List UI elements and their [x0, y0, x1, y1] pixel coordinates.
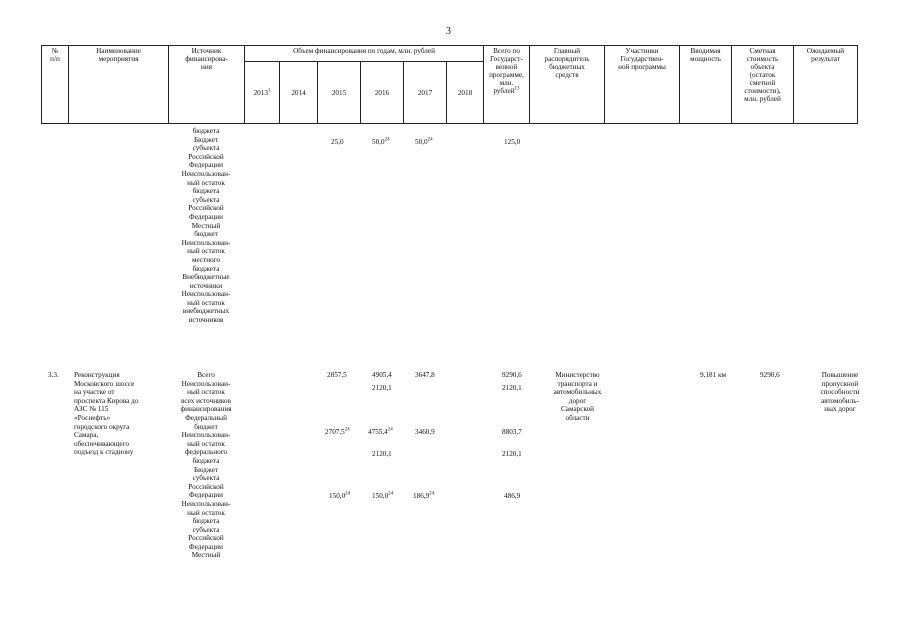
block2-subject-2016: 150,0$^{24}$ [372, 491, 394, 500]
block1-subject-2017: 50,0$^{24}$ [415, 137, 433, 146]
block1-subject-2015: 25,0 [331, 138, 344, 146]
header-volume: Объем финансирования по годам, млн. рублей [245, 46, 484, 62]
block2-result: Повышение пропускной способности автомобиль- ных дорог [820, 371, 860, 414]
table-header [41, 45, 858, 124]
header-cost: Сметная стоимость объекта (остаток сметной стоимости), млн. рублей [732, 46, 794, 124]
block2-capacity: 9,181 км [700, 371, 727, 379]
block2-name: Реконструкция Московского шоссе на участке от проспекта Кирова до АЗС № 115 «Роснефть» городского округа Самара, обеспечивающего подъезд к стадиону [74, 371, 139, 457]
block2-federal-2015: 2707,5$^{24}$ [325, 427, 350, 436]
block1-subject-2016: 50,0$^{24}$ [372, 137, 390, 146]
block2-num: 3.3. [48, 371, 59, 379]
block2-federal-2017: 3460,9 [415, 428, 435, 436]
block2-unused-federal-total: 2120,1 [502, 450, 522, 458]
block2-unused-all-total: 2120,1 [502, 384, 522, 392]
header-participants: Участники Государствен- ной программы [605, 46, 680, 124]
header-year-2018: 2018 [447, 62, 484, 124]
block1-sources: бюджета Бюджет субъекта Российской Федерации Неиспользован- ный остаток бюджета субъекта Российской Федерации Местный бюджет Неиспользован- ный остаток местного бюджета Внебюджетные источники Неиспользован- ный остаток внебюджетных источников [181, 127, 231, 325]
block2-total-2015: 2857,5 [327, 371, 347, 379]
header-result: Ожидаемый результат [794, 46, 858, 124]
block2-federal-total: 8803,7 [502, 428, 522, 436]
header-name: Наименование мероприятия [69, 46, 169, 124]
block2-subject-2017: 186,9$^{24}$ [413, 491, 435, 500]
block2-distributor: Министерство транспорта и автомобильных дорог Самарской области [553, 371, 602, 422]
header-source: Источник финансирова- ния [169, 46, 245, 124]
header-year-2016: 2016 [361, 62, 404, 124]
header-total: Всего по Государст- венной программе, млн. рублей$^{13}$ [484, 46, 530, 124]
header-year-2014: 2014 [280, 62, 318, 124]
block2-total-2017: 3647,8 [415, 371, 435, 379]
header-distributor: Главный распорядитель бюджетных средств [530, 46, 605, 124]
page-number: 3 [446, 26, 451, 37]
block2-cost: 9290,6 [760, 371, 780, 379]
block2-total-2016: 4905,4 [372, 371, 392, 379]
block2-unused-federal-2016: 2120,1 [372, 450, 392, 458]
block1-subject-total: 125,0 [504, 138, 521, 146]
header-year-2015: 2015 [318, 62, 361, 124]
header-year-2013: 2013$^1$ [245, 62, 280, 124]
block2-total-total: 9290,6 [502, 371, 522, 379]
block2-sources: Всего Неиспользован- ный остаток всех источников финансирования Федеральный бюджет Неиспользован- ный остаток федерального бюджета Бюджет субъекта Российской Федерации Неиспользован- ный остаток бюджета субъекта Российской Федерации Местный [180, 371, 232, 560]
header-year-2017: 2017 [404, 62, 447, 124]
header-num: № п/п [42, 46, 69, 124]
block2-federal-2016: 4755,4$^{24}$ [368, 427, 393, 436]
block2-subject-2015: 150,0$^{24}$ [329, 491, 351, 500]
header-capacity: Вводимая мощность [680, 46, 732, 124]
block2-subject-total: 486,9 [504, 492, 521, 500]
block2-unused-all-2016: 2120,1 [372, 384, 392, 392]
